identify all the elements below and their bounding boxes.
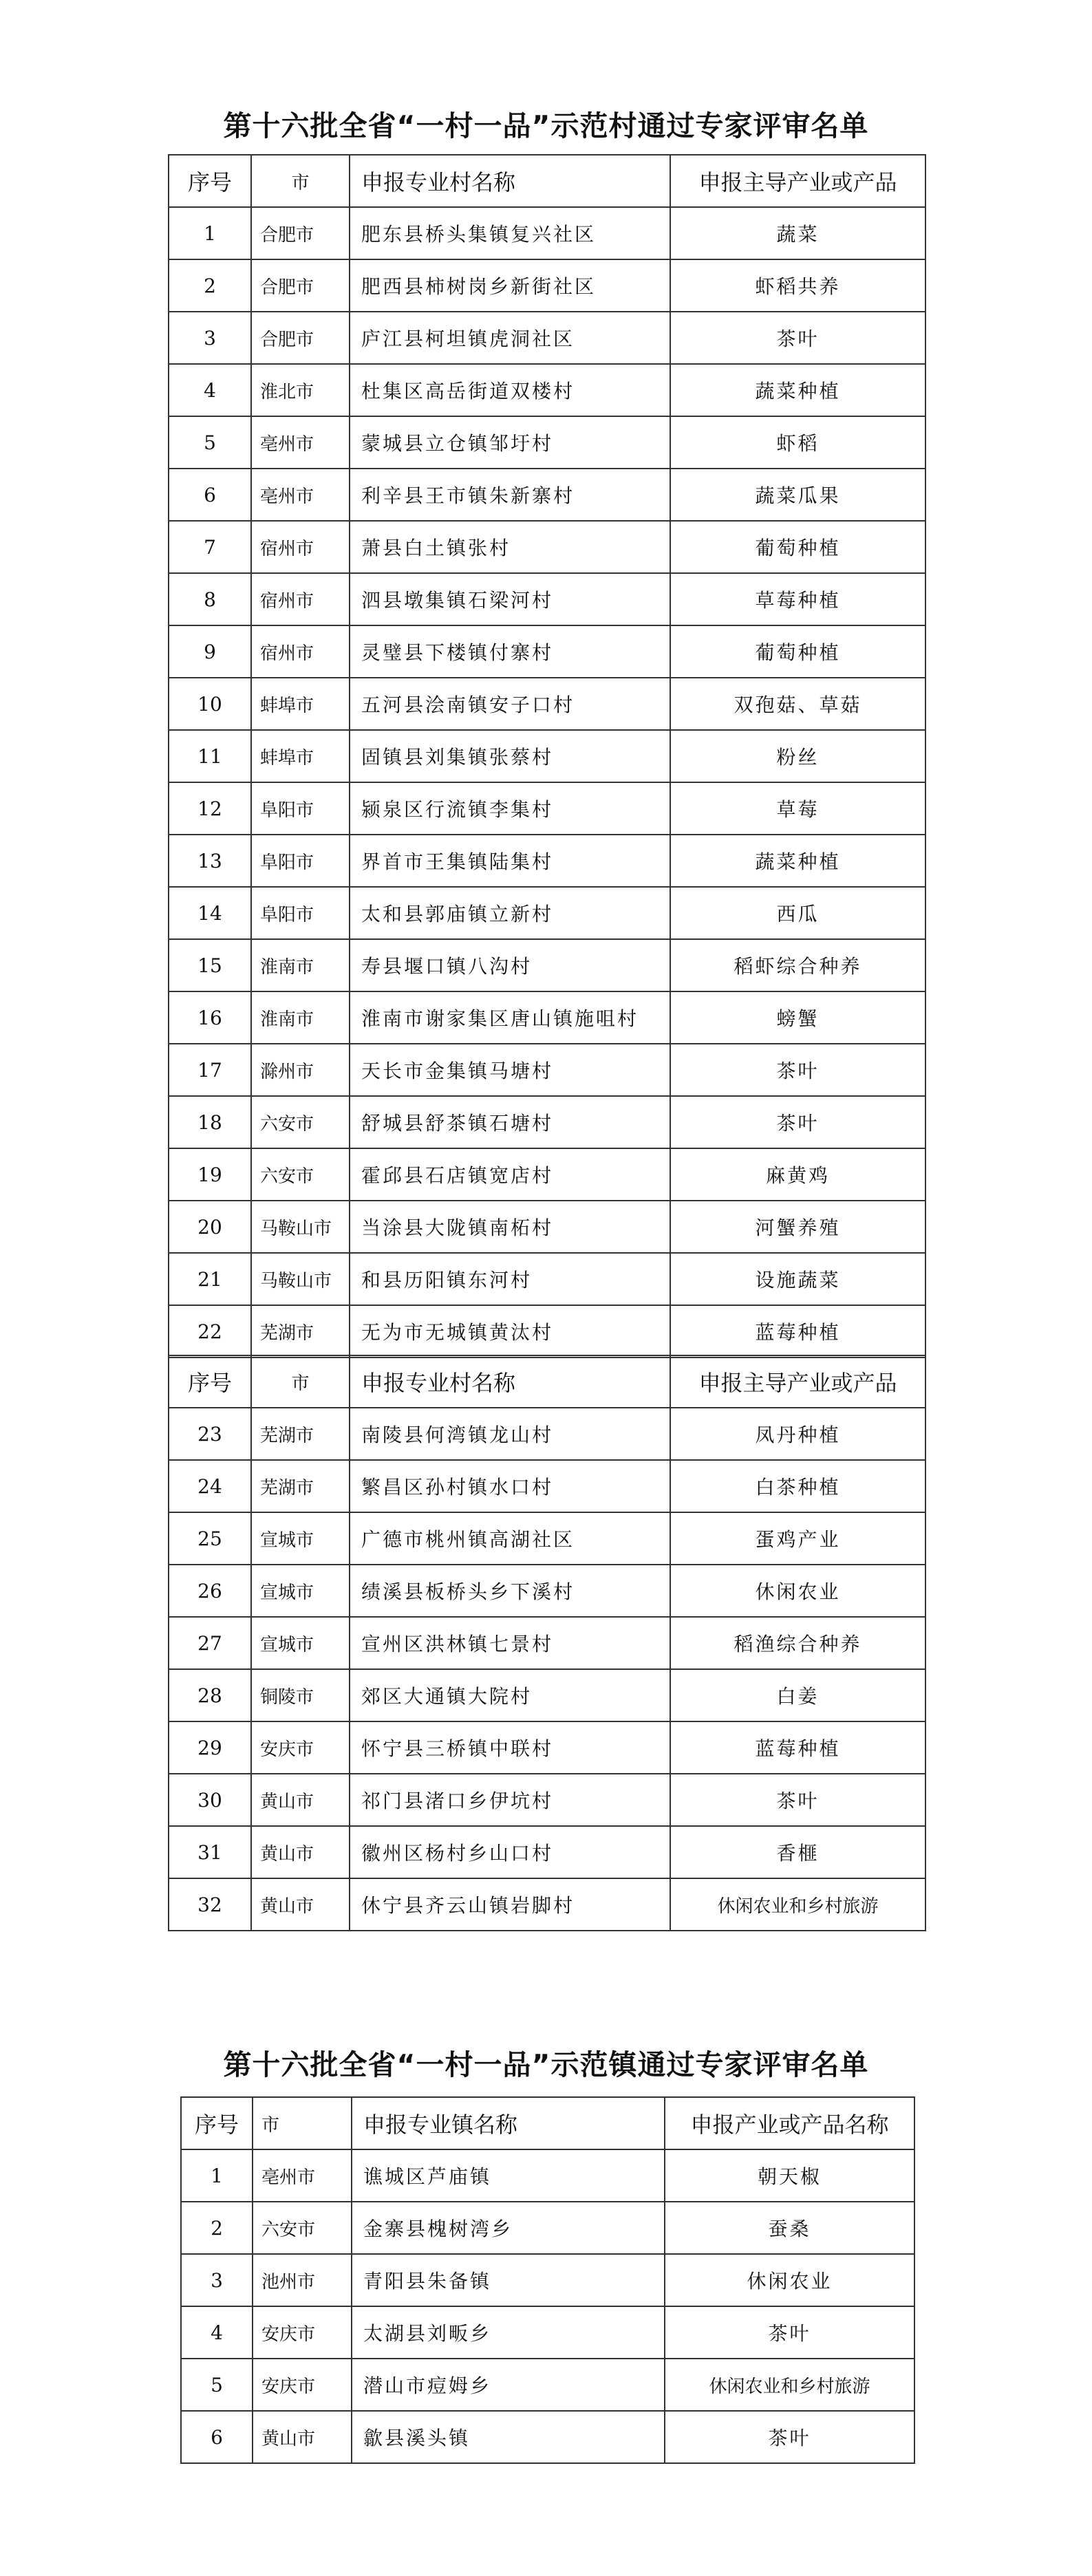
row-name: 和县历阳镇东河村 bbox=[350, 1253, 670, 1305]
row-number: 4 bbox=[181, 2306, 253, 2359]
row-name: 杜集区高岳街道双楼村 bbox=[350, 364, 670, 416]
row-number: 5 bbox=[181, 2359, 253, 2411]
table-header-row bbox=[181, 2097, 914, 2149]
row-name: 灵璧县下楼镇付寨村 bbox=[350, 625, 670, 678]
row-name: 泗县墩集镇石梁河村 bbox=[350, 573, 670, 625]
row-product: 蔬菜种植 bbox=[670, 835, 925, 887]
row-product: 草莓 bbox=[670, 782, 925, 835]
table-row bbox=[169, 207, 925, 259]
header-name: 申报专业村名称 bbox=[350, 155, 670, 207]
row-city: 淮北市 bbox=[251, 364, 350, 416]
table-row bbox=[181, 2359, 914, 2411]
village-table-body bbox=[169, 207, 925, 1357]
row-number: 10 bbox=[169, 678, 251, 730]
row-product: 茶叶 bbox=[670, 1096, 925, 1148]
row-name: 繁昌区孙村镇水口村 bbox=[350, 1460, 670, 1512]
row-number: 16 bbox=[169, 991, 251, 1044]
row-name: 太和县郭庙镇立新村 bbox=[350, 887, 670, 939]
row-city: 阜阳市 bbox=[251, 887, 350, 939]
row-product: 茶叶 bbox=[665, 2411, 914, 2463]
row-city: 六安市 bbox=[251, 1096, 350, 1148]
row-number: 7 bbox=[169, 521, 251, 573]
table-row bbox=[169, 1253, 925, 1305]
row-product: 茶叶 bbox=[670, 1044, 925, 1096]
village-table-body bbox=[169, 1408, 925, 1931]
row-city: 蚌埠市 bbox=[251, 730, 350, 782]
row-name: 舒城县舒茶镇石塘村 bbox=[350, 1096, 670, 1148]
row-number: 1 bbox=[181, 2149, 253, 2202]
row-product: 蚕桑 bbox=[665, 2202, 914, 2254]
row-product: 茶叶 bbox=[665, 2306, 914, 2359]
row-city: 芜湖市 bbox=[251, 1305, 350, 1357]
row-city: 宣城市 bbox=[251, 1617, 350, 1669]
row-product: 葡萄种植 bbox=[670, 521, 925, 573]
row-city: 合肥市 bbox=[251, 259, 350, 312]
row-product: 休闲农业 bbox=[665, 2254, 914, 2306]
row-city: 马鞍山市 bbox=[251, 1253, 350, 1305]
table-row bbox=[181, 2306, 914, 2359]
row-name: 谯城区芦庙镇 bbox=[352, 2149, 665, 2202]
row-name: 无为市无城镇黄汰村 bbox=[350, 1305, 670, 1357]
row-name: 蒙城县立仓镇邹圩村 bbox=[350, 416, 670, 469]
row-name: 固镇县刘集镇张蔡村 bbox=[350, 730, 670, 782]
table-row bbox=[169, 1408, 925, 1460]
table-row bbox=[169, 1305, 925, 1357]
row-product: 香榧 bbox=[670, 1826, 925, 1878]
row-number: 6 bbox=[169, 469, 251, 521]
row-number: 25 bbox=[169, 1512, 251, 1565]
header-no: 序号 bbox=[181, 2097, 253, 2149]
row-city: 宿州市 bbox=[251, 521, 350, 573]
row-city: 蚌埠市 bbox=[251, 678, 350, 730]
header-name: 申报专业镇名称 bbox=[352, 2097, 665, 2149]
row-product: 河蟹养殖 bbox=[670, 1201, 925, 1253]
row-city: 安庆市 bbox=[251, 1721, 350, 1774]
row-name: 南陵县何湾镇龙山村 bbox=[350, 1408, 670, 1460]
table-row bbox=[169, 416, 925, 469]
row-product: 虾稻 bbox=[670, 416, 925, 469]
town-list-title: 第十六批全省“一村一品”示范镇通过专家评审名单 bbox=[223, 2048, 869, 2081]
header-product: 申报产业或产品名称 bbox=[665, 2097, 914, 2149]
row-product: 螃蟹 bbox=[670, 991, 925, 1044]
row-number: 19 bbox=[169, 1148, 251, 1201]
row-number: 21 bbox=[169, 1253, 251, 1305]
table-row bbox=[169, 782, 925, 835]
row-product: 蔬菜 bbox=[670, 207, 925, 259]
row-city: 六安市 bbox=[251, 1148, 350, 1201]
table-row bbox=[169, 1669, 925, 1721]
row-number: 13 bbox=[169, 835, 251, 887]
row-product: 蔬菜种植 bbox=[670, 364, 925, 416]
row-city: 宣城市 bbox=[251, 1512, 350, 1565]
row-number: 26 bbox=[169, 1565, 251, 1617]
row-name: 青阳县朱备镇 bbox=[352, 2254, 665, 2306]
row-product: 休闲农业 bbox=[670, 1565, 925, 1617]
row-city: 池州市 bbox=[253, 2254, 352, 2306]
row-city: 亳州市 bbox=[251, 469, 350, 521]
row-number: 5 bbox=[169, 416, 251, 469]
table-row bbox=[169, 1148, 925, 1201]
row-number: 32 bbox=[169, 1878, 251, 1931]
row-product: 茶叶 bbox=[670, 1774, 925, 1826]
table-row bbox=[169, 1774, 925, 1826]
village-table-part1 bbox=[168, 154, 926, 1358]
header-no: 序号 bbox=[169, 155, 251, 207]
row-number: 14 bbox=[169, 887, 251, 939]
row-name: 太湖县刘畈乡 bbox=[352, 2306, 665, 2359]
row-city: 芜湖市 bbox=[251, 1408, 350, 1460]
row-product: 双孢菇、草菇 bbox=[670, 678, 925, 730]
table-row bbox=[169, 887, 925, 939]
table-row bbox=[169, 312, 925, 364]
header-name: 申报专业村名称 bbox=[350, 1355, 670, 1408]
table-row bbox=[169, 1617, 925, 1669]
header-city: 市 bbox=[253, 2097, 352, 2149]
row-product: 蓝莓种植 bbox=[670, 1305, 925, 1357]
row-number: 22 bbox=[169, 1305, 251, 1357]
header-city: 市 bbox=[251, 1355, 350, 1408]
table-header-row bbox=[169, 155, 925, 207]
row-number: 11 bbox=[169, 730, 251, 782]
row-product: 葡萄种植 bbox=[670, 625, 925, 678]
row-product: 朝天椒 bbox=[665, 2149, 914, 2202]
table-row bbox=[181, 2411, 914, 2463]
row-product: 茶叶 bbox=[670, 312, 925, 364]
row-number: 30 bbox=[169, 1774, 251, 1826]
row-name: 寿县堰口镇八沟村 bbox=[350, 939, 670, 991]
row-product: 麻黄鸡 bbox=[670, 1148, 925, 1201]
row-name: 利辛县王市镇朱新寨村 bbox=[350, 469, 670, 521]
row-name: 宣州区洪林镇七景村 bbox=[350, 1617, 670, 1669]
table-header-row bbox=[169, 1355, 925, 1408]
row-product: 草莓种植 bbox=[670, 573, 925, 625]
village-list-title: 第十六批全省“一村一品”示范村通过专家评审名单 bbox=[223, 109, 869, 142]
table-row bbox=[169, 1721, 925, 1774]
table-row bbox=[181, 2149, 914, 2202]
row-city: 淮南市 bbox=[251, 939, 350, 991]
table-row bbox=[169, 625, 925, 678]
row-product: 蔬菜瓜果 bbox=[670, 469, 925, 521]
row-number: 12 bbox=[169, 782, 251, 835]
row-product: 虾稻共养 bbox=[670, 259, 925, 312]
row-city: 黄山市 bbox=[251, 1774, 350, 1826]
row-number: 23 bbox=[169, 1408, 251, 1460]
village-table-part2 bbox=[168, 1355, 926, 1931]
row-number: 20 bbox=[169, 1201, 251, 1253]
town-table bbox=[180, 2096, 915, 2464]
row-number: 28 bbox=[169, 1669, 251, 1721]
row-name: 庐江县柯坦镇虎洞社区 bbox=[350, 312, 670, 364]
table-row bbox=[169, 835, 925, 887]
table-row bbox=[169, 1512, 925, 1565]
row-city: 芜湖市 bbox=[251, 1460, 350, 1512]
row-name: 天长市金集镇马塘村 bbox=[350, 1044, 670, 1096]
row-city: 铜陵市 bbox=[251, 1669, 350, 1721]
row-number: 1 bbox=[169, 207, 251, 259]
row-product: 白茶种植 bbox=[670, 1460, 925, 1512]
row-name: 休宁县齐云山镇岩脚村 bbox=[350, 1878, 670, 1931]
row-name: 祁门县渚口乡伊坑村 bbox=[350, 1774, 670, 1826]
row-name: 绩溪县板桥头乡下溪村 bbox=[350, 1565, 670, 1617]
row-city: 马鞍山市 bbox=[251, 1201, 350, 1253]
row-city: 宿州市 bbox=[251, 625, 350, 678]
row-number: 9 bbox=[169, 625, 251, 678]
row-city: 阜阳市 bbox=[251, 835, 350, 887]
row-name: 界首市王集镇陆集村 bbox=[350, 835, 670, 887]
row-city: 黄山市 bbox=[253, 2411, 352, 2463]
row-product: 稻虾综合种养 bbox=[670, 939, 925, 991]
row-name: 霍邱县石店镇宽店村 bbox=[350, 1148, 670, 1201]
table-row bbox=[169, 259, 925, 312]
row-name: 徽州区杨村乡山口村 bbox=[350, 1826, 670, 1878]
row-product: 休闲农业和乡村旅游 bbox=[665, 2359, 914, 2411]
row-city: 亳州市 bbox=[253, 2149, 352, 2202]
row-number: 3 bbox=[169, 312, 251, 364]
row-number: 2 bbox=[181, 2202, 253, 2254]
row-name: 颍泉区行流镇李集村 bbox=[350, 782, 670, 835]
row-name: 淮南市谢家集区唐山镇施咀村 bbox=[350, 991, 670, 1044]
row-name: 广德市桃州镇高湖社区 bbox=[350, 1512, 670, 1565]
table-row bbox=[181, 2254, 914, 2306]
header-city: 市 bbox=[251, 155, 350, 207]
row-number: 4 bbox=[169, 364, 251, 416]
row-number: 8 bbox=[169, 573, 251, 625]
row-name: 当涂县大陇镇南柘村 bbox=[350, 1201, 670, 1253]
row-number: 15 bbox=[169, 939, 251, 991]
row-name: 肥西县柿树岗乡新街社区 bbox=[350, 259, 670, 312]
table-row bbox=[181, 2202, 914, 2254]
row-product: 蛋鸡产业 bbox=[670, 1512, 925, 1565]
row-product: 蓝莓种植 bbox=[670, 1721, 925, 1774]
row-city: 黄山市 bbox=[251, 1878, 350, 1931]
table-row bbox=[169, 573, 925, 625]
row-number: 2 bbox=[169, 259, 251, 312]
row-city: 黄山市 bbox=[251, 1826, 350, 1878]
row-city: 合肥市 bbox=[251, 207, 350, 259]
row-product: 休闲农业和乡村旅游 bbox=[670, 1878, 925, 1931]
table-row bbox=[169, 1201, 925, 1253]
row-number: 27 bbox=[169, 1617, 251, 1669]
table-row bbox=[169, 1878, 925, 1931]
row-city: 亳州市 bbox=[251, 416, 350, 469]
row-city: 安庆市 bbox=[253, 2359, 352, 2411]
table-row bbox=[169, 521, 925, 573]
table-row bbox=[169, 678, 925, 730]
table-row bbox=[169, 1826, 925, 1878]
row-product: 粉丝 bbox=[670, 730, 925, 782]
table-row bbox=[169, 1565, 925, 1617]
row-number: 24 bbox=[169, 1460, 251, 1512]
table-row bbox=[169, 939, 925, 991]
row-number: 31 bbox=[169, 1826, 251, 1878]
row-city: 合肥市 bbox=[251, 312, 350, 364]
row-city: 淮南市 bbox=[251, 991, 350, 1044]
row-name: 肥东县桥头集镇复兴社区 bbox=[350, 207, 670, 259]
row-product: 西瓜 bbox=[670, 887, 925, 939]
row-number: 17 bbox=[169, 1044, 251, 1096]
table-row bbox=[169, 1460, 925, 1512]
row-name: 怀宁县三桥镇中联村 bbox=[350, 1721, 670, 1774]
row-product: 设施蔬菜 bbox=[670, 1253, 925, 1305]
row-name: 五河县浍南镇安子口村 bbox=[350, 678, 670, 730]
row-city: 阜阳市 bbox=[251, 782, 350, 835]
row-product: 凤丹种植 bbox=[670, 1408, 925, 1460]
row-name: 萧县白土镇张村 bbox=[350, 521, 670, 573]
header-product: 申报主导产业或产品 bbox=[670, 155, 925, 207]
row-city: 滁州市 bbox=[251, 1044, 350, 1096]
table-row bbox=[169, 1044, 925, 1096]
table-row bbox=[169, 364, 925, 416]
row-city: 宣城市 bbox=[251, 1565, 350, 1617]
row-city: 宿州市 bbox=[251, 573, 350, 625]
table-row bbox=[169, 469, 925, 521]
row-number: 3 bbox=[181, 2254, 253, 2306]
table-row bbox=[169, 730, 925, 782]
row-number: 18 bbox=[169, 1096, 251, 1148]
table-row bbox=[169, 991, 925, 1044]
row-city: 六安市 bbox=[253, 2202, 352, 2254]
row-name: 郊区大通镇大院村 bbox=[350, 1669, 670, 1721]
town-table-body bbox=[181, 2149, 914, 2463]
table-row bbox=[169, 1096, 925, 1148]
header-no: 序号 bbox=[169, 1355, 251, 1408]
row-number: 29 bbox=[169, 1721, 251, 1774]
row-product: 稻渔综合种养 bbox=[670, 1617, 925, 1669]
row-product: 白姜 bbox=[670, 1669, 925, 1721]
row-city: 安庆市 bbox=[253, 2306, 352, 2359]
row-name: 潜山市痘姆乡 bbox=[352, 2359, 665, 2411]
row-number: 6 bbox=[181, 2411, 253, 2463]
row-name: 金寨县槐树湾乡 bbox=[352, 2202, 665, 2254]
header-product: 申报主导产业或产品 bbox=[670, 1355, 925, 1408]
row-name: 歙县溪头镇 bbox=[352, 2411, 665, 2463]
